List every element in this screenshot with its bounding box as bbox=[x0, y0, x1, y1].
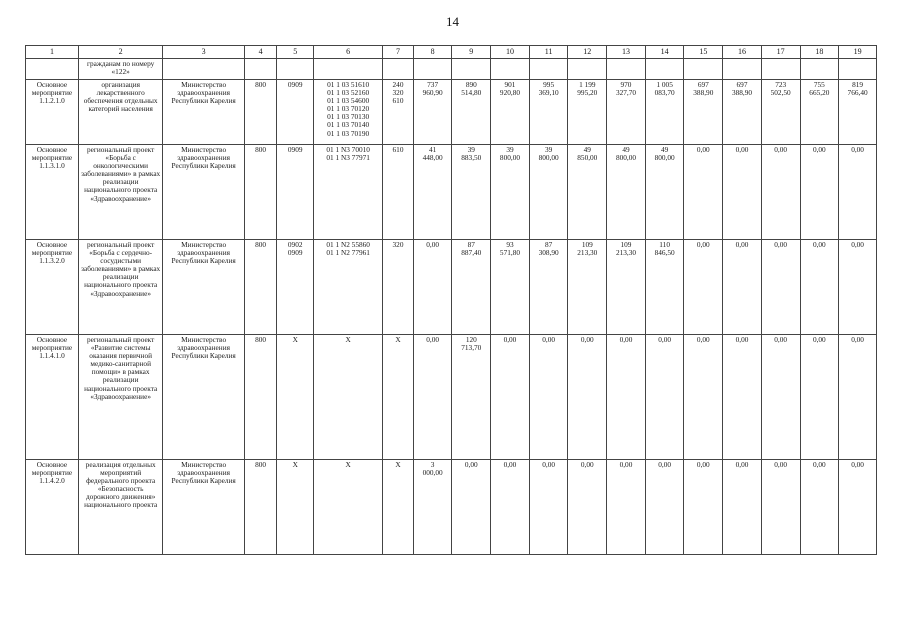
value-cell: 890 514,80 bbox=[452, 80, 491, 145]
value-cell bbox=[723, 59, 762, 80]
value-cell: 697 388,90 bbox=[684, 80, 723, 145]
column-header: 11 bbox=[529, 46, 568, 59]
value-cell: 0,00 bbox=[568, 335, 607, 460]
value-cell: 0,00 bbox=[761, 240, 800, 335]
event-code-cell bbox=[26, 59, 79, 80]
budget-table bbox=[25, 45, 877, 555]
grbs-cell: 800 bbox=[244, 335, 277, 460]
column-header: 3 bbox=[163, 46, 244, 59]
value-cell: 0,00 bbox=[684, 335, 723, 460]
responsible-cell: Министерство здравоохранения Республики Карелия bbox=[163, 335, 244, 460]
grbs-cell: 800 bbox=[244, 240, 277, 335]
column-header: 17 bbox=[761, 46, 800, 59]
value-cell: 0,00 bbox=[684, 460, 723, 555]
value-cell: 0,00 bbox=[839, 335, 877, 460]
expense-type-cell: 610 bbox=[383, 145, 414, 240]
section-cell: 0909 bbox=[277, 80, 314, 145]
value-cell: 0,00 bbox=[529, 335, 568, 460]
responsible-cell bbox=[163, 59, 244, 80]
column-header: 19 bbox=[839, 46, 877, 59]
value-cell: 0,00 bbox=[839, 240, 877, 335]
grbs-cell: 800 bbox=[244, 145, 277, 240]
event-name-cell: региональный проект «Развитие системы оказания первичной медико-санитарной помощи» в рамках реализации национального проекта «Здравоохранение» bbox=[78, 335, 162, 460]
event-name-cell: гражданам по номеру «122» bbox=[78, 59, 162, 80]
value-cell: 0,00 bbox=[761, 460, 800, 555]
table-row bbox=[26, 59, 877, 80]
value-cell bbox=[452, 59, 491, 80]
value-cell: 120 713,70 bbox=[452, 335, 491, 460]
grbs-cell bbox=[244, 59, 277, 80]
responsible-cell: Министерство здравоохранения Республики Карелия bbox=[163, 80, 244, 145]
value-cell bbox=[568, 59, 607, 80]
column-number-row bbox=[26, 46, 877, 59]
value-cell: 1 005 083,70 bbox=[645, 80, 684, 145]
value-cell bbox=[800, 59, 839, 80]
value-cell: 737 960,90 bbox=[413, 80, 452, 145]
value-cell: 0,00 bbox=[839, 460, 877, 555]
value-cell: 109 213,30 bbox=[607, 240, 646, 335]
expense-type-cell: 240 320 610 bbox=[383, 80, 414, 145]
value-cell bbox=[529, 59, 568, 80]
value-cell bbox=[491, 59, 530, 80]
column-header: 12 bbox=[568, 46, 607, 59]
section-cell: 0909 bbox=[277, 145, 314, 240]
column-header: 18 bbox=[800, 46, 839, 59]
table-row bbox=[26, 145, 877, 240]
section-cell: X bbox=[277, 460, 314, 555]
value-cell: 0,00 bbox=[491, 460, 530, 555]
value-cell: 970 327,70 bbox=[607, 80, 646, 145]
value-cell: 0,00 bbox=[800, 335, 839, 460]
event-code-cell: Основное мероприятие 1.1.3.1.0 bbox=[26, 145, 79, 240]
column-header: 4 bbox=[244, 46, 277, 59]
value-cell: 0,00 bbox=[723, 145, 762, 240]
table-row bbox=[26, 335, 877, 460]
column-header: 8 bbox=[413, 46, 452, 59]
responsible-cell: Министерство здравоохранения Республики Карелия bbox=[163, 240, 244, 335]
target-codes-cell: X bbox=[314, 335, 383, 460]
value-cell: 0,00 bbox=[723, 460, 762, 555]
value-cell: 0,00 bbox=[839, 145, 877, 240]
value-cell: 110 846,50 bbox=[645, 240, 684, 335]
value-cell: 49 850,00 bbox=[568, 145, 607, 240]
value-cell: 109 213,30 bbox=[568, 240, 607, 335]
event-code-cell: Основное мероприятие 1.1.4.1.0 bbox=[26, 335, 79, 460]
value-cell: 49 800,00 bbox=[607, 145, 646, 240]
value-cell: 39 800,00 bbox=[491, 145, 530, 240]
value-cell bbox=[684, 59, 723, 80]
target-codes-cell: 01 1 03 51610 01 1 03 52160 01 1 03 54600 01 1 03 70120 01 1 03 70130 01 1 03 70140 01 1 03 70190 bbox=[314, 80, 383, 145]
value-cell bbox=[761, 59, 800, 80]
value-cell: 0,00 bbox=[800, 145, 839, 240]
value-cell: 39 883,50 bbox=[452, 145, 491, 240]
value-cell: 87 887,40 bbox=[452, 240, 491, 335]
expense-type-cell: 320 bbox=[383, 240, 414, 335]
target-codes-cell: 01 1 N2 55860 01 1 N2 77961 bbox=[314, 240, 383, 335]
event-code-cell: Основное мероприятие 1.1.3.2.0 bbox=[26, 240, 79, 335]
value-cell: 87 308,90 bbox=[529, 240, 568, 335]
event-name-cell: региональный проект «Борьба с онкологическими заболеваниями» в рамках реализации национального проекта «Здравоохранение» bbox=[78, 145, 162, 240]
value-cell: 0,00 bbox=[491, 335, 530, 460]
column-header: 5 bbox=[277, 46, 314, 59]
column-header: 16 bbox=[723, 46, 762, 59]
value-cell bbox=[607, 59, 646, 80]
event-code-cell: Основное мероприятие 1.1.4.2.0 bbox=[26, 460, 79, 555]
page-number: 14 bbox=[446, 14, 459, 29]
value-cell: 93 571,80 bbox=[491, 240, 530, 335]
column-header: 1 bbox=[26, 46, 79, 59]
value-cell: 0,00 bbox=[645, 460, 684, 555]
value-cell: 0,00 bbox=[452, 460, 491, 555]
value-cell: 901 920,80 bbox=[491, 80, 530, 145]
event-name-cell: реализация отдельных мероприятий федерального проекта «Безопасность дорожного движения» национального проекта bbox=[78, 460, 162, 555]
value-cell: 0,00 bbox=[684, 145, 723, 240]
value-cell: 723 502,50 bbox=[761, 80, 800, 145]
value-cell: 0,00 bbox=[529, 460, 568, 555]
section-cell: X bbox=[277, 335, 314, 460]
responsible-cell: Министерство здравоохранения Республики Карелия bbox=[163, 145, 244, 240]
value-cell: 995 369,10 bbox=[529, 80, 568, 145]
value-cell: 0,00 bbox=[413, 335, 452, 460]
value-cell bbox=[839, 59, 877, 80]
column-header: 10 bbox=[491, 46, 530, 59]
column-header: 15 bbox=[684, 46, 723, 59]
value-cell: 819 766,40 bbox=[839, 80, 877, 145]
event-code-cell: Основное мероприятие 1.1.2.1.0 bbox=[26, 80, 79, 145]
table-row bbox=[26, 240, 877, 335]
value-cell: 0,00 bbox=[607, 460, 646, 555]
responsible-cell: Министерство здравоохранения Республики Карелия bbox=[163, 460, 244, 555]
value-cell: 0,00 bbox=[800, 240, 839, 335]
column-header: 2 bbox=[78, 46, 162, 59]
event-name-cell: региональный проект «Борьба с сердечно-сосудистыми заболеваниями» в рамках реализации национального проекта «Здравоохранение» bbox=[78, 240, 162, 335]
column-header: 7 bbox=[383, 46, 414, 59]
value-cell: 697 388,90 bbox=[723, 80, 762, 145]
value-cell: 0,00 bbox=[413, 240, 452, 335]
section-cell: 0902 0909 bbox=[277, 240, 314, 335]
target-codes-cell bbox=[314, 59, 383, 80]
value-cell: 0,00 bbox=[568, 460, 607, 555]
grbs-cell: 800 bbox=[244, 460, 277, 555]
grbs-cell: 800 bbox=[244, 80, 277, 145]
value-cell bbox=[413, 59, 452, 80]
event-name-cell: организация лекарственного обеспечения отдельных категорий населения bbox=[78, 80, 162, 145]
value-cell: 1 199 995,20 bbox=[568, 80, 607, 145]
value-cell: 0,00 bbox=[723, 335, 762, 460]
value-cell: 39 800,00 bbox=[529, 145, 568, 240]
expense-type-cell bbox=[383, 59, 414, 80]
value-cell: 0,00 bbox=[800, 460, 839, 555]
expense-type-cell: X bbox=[383, 335, 414, 460]
column-header: 13 bbox=[607, 46, 646, 59]
section-cell bbox=[277, 59, 314, 80]
column-header: 6 bbox=[314, 46, 383, 59]
value-cell: 3 000,00 bbox=[413, 460, 452, 555]
value-cell: 41 448,00 bbox=[413, 145, 452, 240]
value-cell bbox=[645, 59, 684, 80]
value-cell: 0,00 bbox=[761, 335, 800, 460]
column-header: 9 bbox=[452, 46, 491, 59]
value-cell: 755 665,20 bbox=[800, 80, 839, 145]
value-cell: 49 800,00 bbox=[645, 145, 684, 240]
expense-type-cell: X bbox=[383, 460, 414, 555]
value-cell: 0,00 bbox=[723, 240, 762, 335]
value-cell: 0,00 bbox=[607, 335, 646, 460]
value-cell: 0,00 bbox=[684, 240, 723, 335]
table-row bbox=[26, 460, 877, 555]
table-row bbox=[26, 80, 877, 145]
value-cell: 0,00 bbox=[761, 145, 800, 240]
value-cell: 0,00 bbox=[645, 335, 684, 460]
column-header: 14 bbox=[645, 46, 684, 59]
target-codes-cell: 01 1 N3 70010 01 1 N3 77971 bbox=[314, 145, 383, 240]
target-codes-cell: X bbox=[314, 460, 383, 555]
